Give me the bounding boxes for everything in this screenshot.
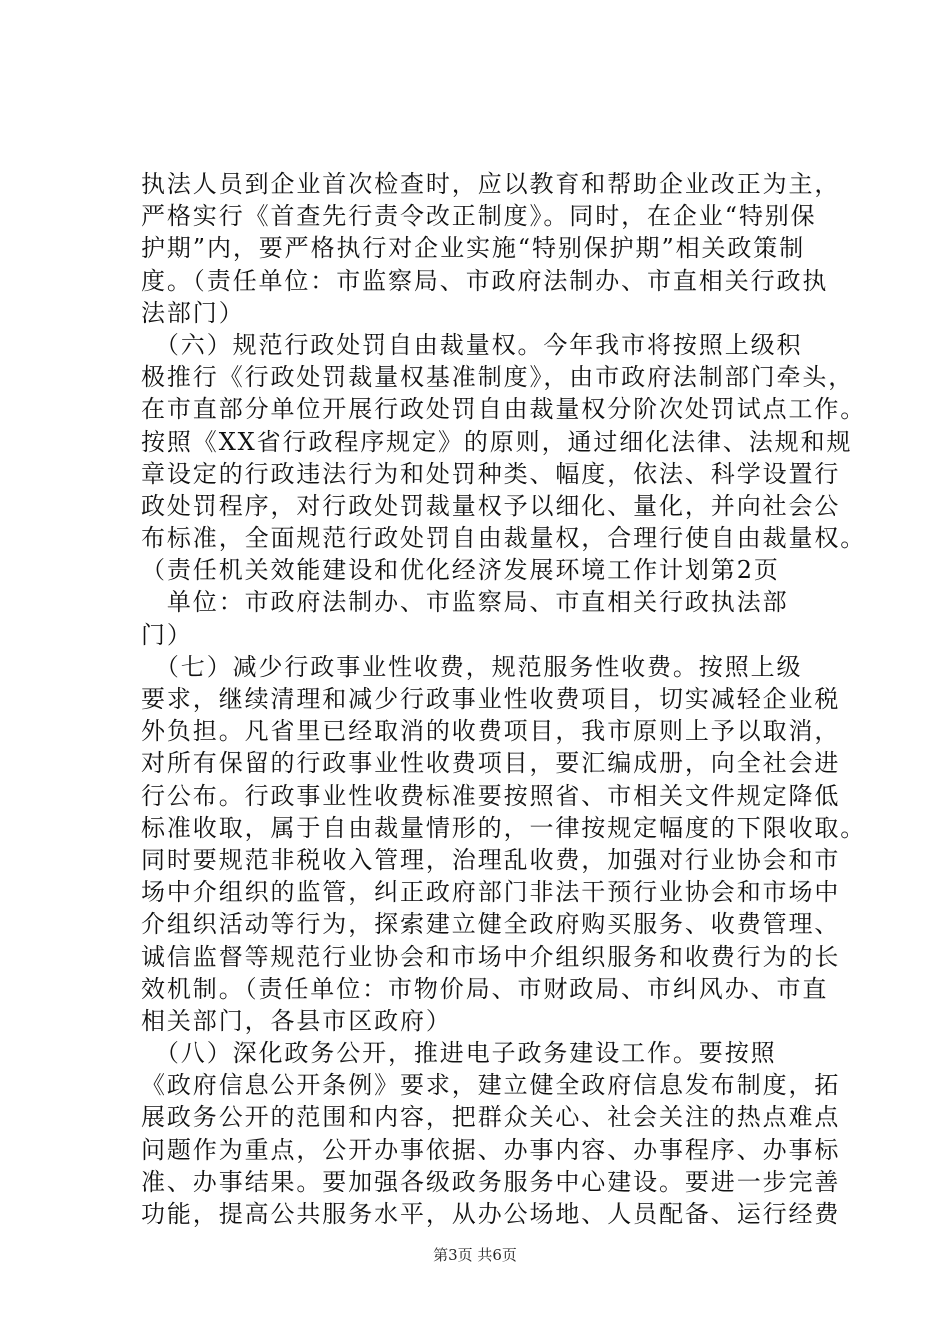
text-line: 外负担。凡省里已经取消的收费项目，我市原则上予以取消， <box>141 717 841 746</box>
paragraph-start-line: （六）规范行政处罚自由裁量权。今年我市将按照上级积 <box>141 330 803 359</box>
text-line: 标准收取，属于自由裁量情形的，一律按规定幅度的下限收取。 <box>141 813 867 842</box>
text-line: 布标准，全面规范行政处罚自由裁量权，合理行使自由裁量权。 <box>141 524 867 553</box>
text-line: 门） <box>141 620 193 649</box>
text-line: 度。（责任单位：市监察局、市政府法制办、市直相关行政执 <box>141 266 829 295</box>
paragraph-start-line: （七）减少行政事业性收费，规范服务性收费。按照上级 <box>141 652 803 681</box>
text-line: 严格实行《首查先行责令改正制度》。同时，在企业“特别保 <box>141 202 817 231</box>
text-line: 准、办事结果。要加强各级政务服务中心建设。要进一步完善 <box>141 1167 841 1196</box>
text-line: 功能，提高公共服务水平，从办公场地、人员配备、运行经费 <box>141 1200 841 1228</box>
text-line: 同时要规范非税收入管理，治理乱收费，加强对行业协会和市 <box>141 845 841 874</box>
text-line: 章设定的行政违法行为和处罚种类、幅度，依法、科学设置行 <box>141 459 841 488</box>
text-line: 行公布。行政事业性收费标准要按照省、市相关文件规定降低 <box>141 781 841 810</box>
text-line: 展政务公开的范围和内容，把群众关心、社会关注的热点难点 <box>141 1103 841 1132</box>
text-line: 护期”内，要严格执行对企业实施“特别保护期”相关政策制 <box>141 234 806 263</box>
text-line: 相关部门，各县市区政府） <box>141 1006 452 1035</box>
text-line: 对所有保留的行政事业性收费项目，要汇编成册，向全社会进 <box>141 749 841 778</box>
paragraph-start-line: （八）深化政务公开，推进电子政务建设工作。要按照 <box>141 1039 777 1068</box>
page-number-label: 第3页 共6页 <box>433 1246 517 1264</box>
text-line: （责任机关效能建设和优化经济发展环境工作计划第2页 <box>141 556 780 585</box>
text-line: 法部门） <box>141 298 245 327</box>
text-line: 按照《XX省行政程序规定》的原则，通过细化法律、法规和规 <box>141 427 853 456</box>
text-line: 效机制。（责任单位：市物价局、市财政局、市纠风办、市直 <box>141 974 829 1003</box>
page-footer <box>0 1245 950 1265</box>
text-line: 政处罚程序，对行政处罚裁量权予以细化、量化，并向社会公 <box>141 491 841 520</box>
text-line: 单位：市政府法制办、市监察局、市直相关行政执法部 <box>141 588 789 617</box>
text-line: 要求，继续清理和减少行政事业性收费项目，切实减轻企业税 <box>141 685 841 713</box>
text-line: 执法人员到企业首次检查时，应以教育和帮助企业改正为主， <box>141 170 841 198</box>
text-line: 极推行《行政处罚裁量权基准制度》，由市政府法制部门牵头， <box>141 363 855 392</box>
text-line: 在市直部分单位开展行政处罚自由裁量权分阶次处罚试点工作。 <box>141 395 867 424</box>
text-line: 问题作为重点，公开办事依据、办事内容、办事程序、办事标 <box>141 1135 841 1164</box>
document-body <box>141 168 867 1230</box>
text-line: 介组织活动等行为，探索建立健全政府购买服务、收费管理、 <box>141 910 841 939</box>
text-line: 《政府信息公开条例》要求，建立健全政府信息发布制度，拓 <box>141 1071 841 1100</box>
text-line: 场中介组织的监管，纠正政府部门非法干预行业协会和市场中 <box>141 878 841 907</box>
text-line: 诚信监督等规范行业协会和市场中介组织服务和收费行为的长 <box>141 942 841 971</box>
